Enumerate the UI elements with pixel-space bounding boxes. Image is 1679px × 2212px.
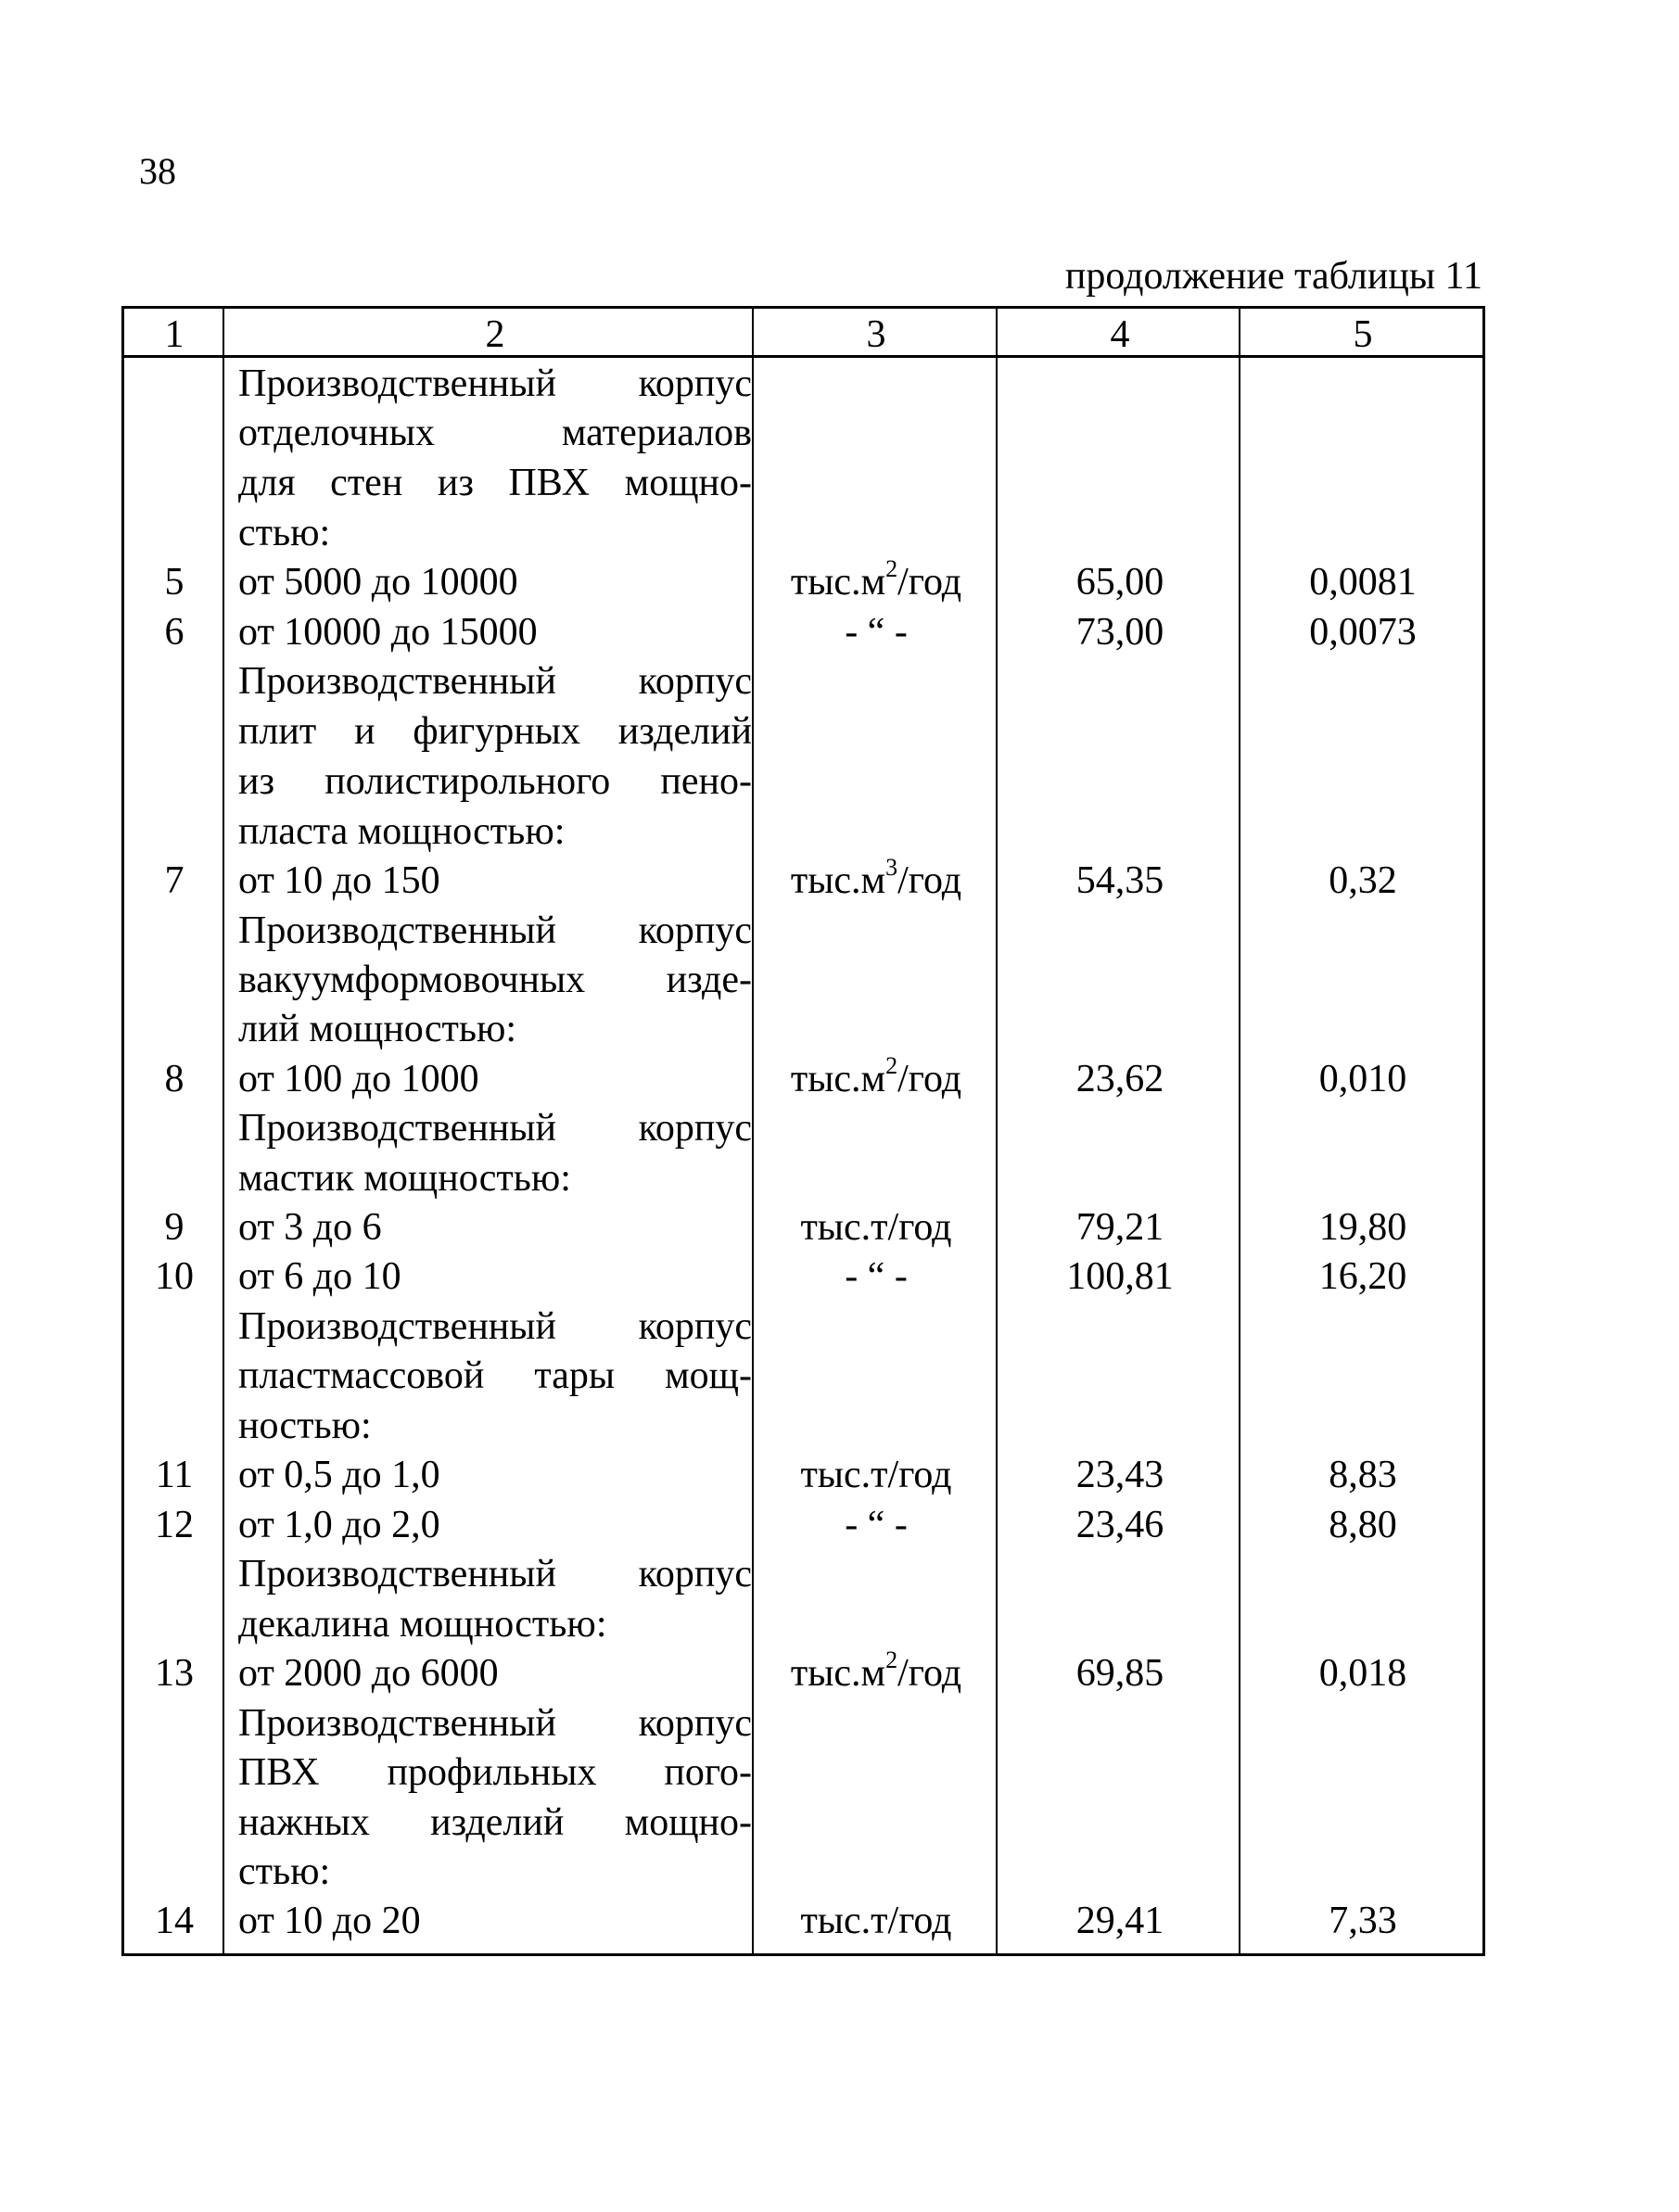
column-divider xyxy=(752,309,754,1953)
description-line: Производственный корпус xyxy=(238,1553,752,1595)
column-divider xyxy=(223,309,224,1953)
data-table xyxy=(121,306,1485,1956)
row-number: 11 xyxy=(155,1454,194,1496)
row-unit: тыс.т/год xyxy=(800,1454,952,1496)
row-number: 12 xyxy=(155,1504,194,1546)
row-range: от 100 до 1000 xyxy=(238,1058,479,1100)
page-number: 38 xyxy=(139,150,176,192)
description-line: пласта мощностью: xyxy=(238,810,566,853)
row-value-4: 79,21 xyxy=(1075,1206,1164,1249)
description-line: Производственный корпус xyxy=(238,660,752,703)
row-number: 8 xyxy=(164,1058,184,1100)
column-header: 2 xyxy=(485,313,505,356)
header-rule xyxy=(124,355,1482,358)
description-line: Производственный корпус xyxy=(238,909,752,952)
row-unit: - “ - xyxy=(845,611,908,654)
description-line: стью: xyxy=(238,1850,331,1893)
column-divider xyxy=(996,309,998,1953)
row-value-5: 7,33 xyxy=(1329,1900,1397,1942)
row-unit: тыс.т/год xyxy=(800,1900,952,1942)
row-number: 5 xyxy=(164,561,184,604)
row-value-5: 8,83 xyxy=(1329,1454,1397,1496)
row-unit: - “ - xyxy=(845,1255,908,1298)
description-line: стью: xyxy=(238,512,331,554)
column-header: 1 xyxy=(164,313,184,356)
row-value-5: 16,20 xyxy=(1318,1255,1407,1298)
column-divider xyxy=(1239,309,1240,1953)
description-line: нажных изделий мощно- xyxy=(238,1801,752,1844)
row-value-5: 0,0081 xyxy=(1309,561,1417,604)
row-number: 14 xyxy=(155,1900,194,1942)
row-value-4: 65,00 xyxy=(1075,561,1164,604)
description-line: вакуумформовочных изде- xyxy=(238,959,752,1001)
row-value-5: 19,80 xyxy=(1318,1206,1407,1249)
description-line: мастик мощностью: xyxy=(238,1157,571,1200)
row-value-5: 0,0073 xyxy=(1309,611,1417,654)
row-unit: - “ - xyxy=(845,1504,908,1546)
row-number: 7 xyxy=(164,859,184,902)
row-value-5: 0,32 xyxy=(1329,859,1397,902)
column-header: 4 xyxy=(1110,313,1130,356)
row-value-5: 0,010 xyxy=(1318,1058,1407,1100)
row-value-4: 23,43 xyxy=(1075,1454,1164,1496)
description-line: для стен из ПВХ мощно- xyxy=(238,462,752,504)
row-unit: $тыс.м^3$/год xyxy=(790,854,962,902)
row-value-4: 73,00 xyxy=(1075,611,1164,654)
row-range: от 10000 до 15000 xyxy=(238,611,538,654)
description-line: плит и фигурных изделий xyxy=(238,710,752,753)
row-range: от 0,5 до 1,0 xyxy=(238,1454,440,1496)
row-value-4: 29,41 xyxy=(1075,1900,1164,1942)
description-line: Производственный корпус xyxy=(238,362,752,405)
row-number: 13 xyxy=(155,1652,194,1695)
row-range: от 1,0 до 2,0 xyxy=(238,1504,440,1546)
column-header: 5 xyxy=(1353,313,1373,356)
row-unit: тыс.т/год xyxy=(800,1206,952,1249)
description-line: пластмассовой тары мощ- xyxy=(238,1354,752,1397)
row-number: 9 xyxy=(164,1206,184,1249)
row-value-4: 69,85 xyxy=(1075,1652,1164,1695)
row-unit: $тыс.м^2$/год xyxy=(790,1052,962,1100)
row-range: от 5000 до 10000 xyxy=(238,561,518,604)
description-line: ПВХ профильных пого- xyxy=(238,1751,752,1794)
row-unit: $тыс.м^2$/год xyxy=(790,1646,962,1695)
table-caption: продолжение таблицы 11 xyxy=(1064,255,1482,298)
column-header: 3 xyxy=(866,313,886,356)
row-unit: $тыс.м^2$/год xyxy=(790,555,962,604)
description-line: лий мощностью: xyxy=(238,1008,517,1050)
description-line: декалина мощностью: xyxy=(238,1603,607,1646)
row-range: от 3 до 6 xyxy=(238,1206,382,1249)
row-value-4: 23,46 xyxy=(1075,1504,1164,1546)
description-line: отделочных материалов xyxy=(238,412,752,454)
row-value-4: 23,62 xyxy=(1075,1058,1164,1100)
row-number: 10 xyxy=(155,1255,194,1298)
row-value-5: 8,80 xyxy=(1329,1504,1397,1546)
description-line: Производственный корпус xyxy=(238,1305,752,1348)
row-value-4: 54,35 xyxy=(1075,859,1164,902)
row-range: от 10 до 20 xyxy=(238,1900,421,1942)
row-range: от 2000 до 6000 xyxy=(238,1652,499,1695)
description-line: ностью: xyxy=(238,1405,372,1447)
description-line: из полистирольного пено- xyxy=(238,760,752,803)
row-value-5: 0,018 xyxy=(1318,1652,1407,1695)
row-value-4: 100,81 xyxy=(1066,1255,1174,1298)
row-range: от 10 до 150 xyxy=(238,859,440,902)
description-line: Производственный корпус xyxy=(238,1702,752,1745)
description-line: Производственный корпус xyxy=(238,1107,752,1150)
row-number: 6 xyxy=(164,611,184,654)
row-range: от 6 до 10 xyxy=(238,1255,401,1298)
